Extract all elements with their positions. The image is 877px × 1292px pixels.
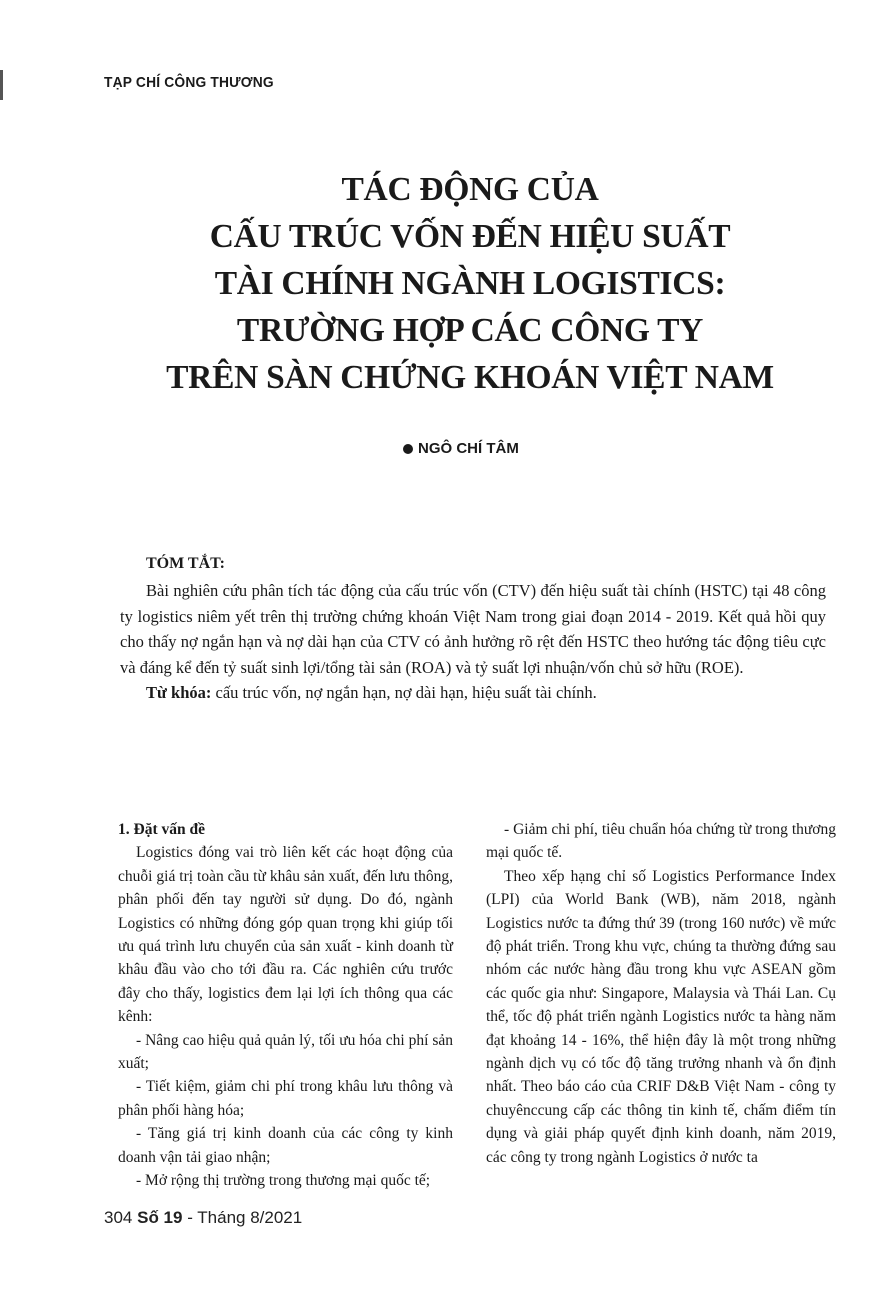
paragraph: - Tăng giá trị kinh doanh của các công ty kinh doanh vận tải giao nhận; (118, 1125, 453, 1166)
keywords (120, 680, 826, 706)
author-line (403, 440, 519, 457)
title-line-3: TÀI CHÍNH NGÀNH LOGISTICS: (214, 265, 726, 302)
title-line-5: TRÊN SÀN CHỨNG KHOÁN VIỆT NAM (166, 359, 774, 396)
abstract (120, 578, 826, 706)
paragraph: - Mở rộng thị trường trong thương mại quốc tế; (136, 1172, 431, 1190)
page-number: 304 (104, 1208, 133, 1227)
paragraph: Theo xếp hạng chỉ số Logistics Performance Index (LPI) của World Bank (WB), năm 2018, ngành Logistics nước ta đứng thứ 39 (trong 160 nước) về mức độ phát triển. Trong khu vực, chúng ta thường đứng sau nhóm các nước hàng đầu trong khu vực ASEAN gồm các quốc gia như: Singapore, Malaysia và Thái Lan. Cụ thể, tốc độ phát triển ngành Logistics nước ta hàng năm đạt khoảng 14 - 16%, thể hiện đây là một trong những ngành dịch vụ có tốc độ tăng trưởng nhanh và ổn định nhất. Theo báo cáo của CRIF D&B Việt Nam - công ty chuyênccung cấp các thông tin kinh tế, chấm điểm tín dụng và giải pháp quyết định kinh doanh, năm 2019, các công ty trong ngành Logistics ở nước ta (486, 867, 836, 1166)
journal-header: TẠP CHÍ CÔNG THƯƠNG (104, 74, 274, 91)
issue-number: Số 19 (137, 1208, 183, 1227)
paragraph: Logistics đóng vai trò liên kết các hoạt động của chuỗi giá trị toàn cầu từ khâu sản xuất, đến lưu thông, phân phối đến tay người sử dụng. Do đó, ngành Logistics có những đóng góp quan trọng khi giúp tối ưu quá trình lưu chuyển của sản xuất - kinh doanh từ khâu đầu vào cho tới đầu ra. Các nghiên cứu trước đây cho thấy, logistics đem lại lợi ích thông qua các kênh: (118, 844, 453, 1026)
page-footer (104, 1208, 302, 1228)
section-heading: 1. Đặt vấn đề (118, 821, 205, 838)
article-title (80, 166, 860, 401)
title-line-4: TRƯỜNG HỢP CÁC CÔNG TY (236, 312, 704, 349)
scan-edge-mark (0, 70, 3, 100)
abstract-body: Bài nghiên cứu phân tích tác động của cấu trúc vốn (CTV) đến hiệu suất tài chính (HSTC) tại 48 công ty logistics niêm yết trên thị trường chứng khoán Việt Nam trong giai đoạn 2014 - 2019. Kết quả hồi quy cho thấy nợ ngắn hạn và nợ dài hạn của CTV có ảnh hưởng rõ rệt đến HSTC theo hướng tác động tiêu cực và đáng kể đến tỷ suất sinh lợi/tổng tài sản (ROA) và tỷ suất lợi nhuận/vốn chủ sở hữu (ROE). (120, 581, 826, 677)
keywords-text: cấu trúc vốn, nợ ngắn hạn, nợ dài hạn, hiệu suất tài chính. (211, 683, 597, 702)
title-line-2: CẤU TRÚC VỐN ĐẾN HIỆU SUẤT (209, 218, 731, 255)
paragraph: - Giảm chi phí, tiêu chuẩn hóa chứng từ trong thương mại quốc tế. (486, 821, 836, 862)
right-column (486, 818, 836, 1169)
author-name: NGÔ CHÍ TÂM (418, 440, 519, 457)
abstract-heading: TÓM TẮT: (146, 555, 225, 572)
paragraph: - Tiết kiệm, giảm chi phí trong khâu lưu thông và phân phối hàng hóa; (118, 1078, 453, 1119)
bullet-icon (403, 444, 413, 454)
left-column (118, 818, 453, 1193)
keywords-label: Từ khóa: (146, 683, 212, 702)
title-line-1: TÁC ĐỘNG CỦA (341, 171, 599, 208)
paragraph: - Nâng cao hiệu quả quản lý, tối ưu hóa chi phí sản xuất; (118, 1031, 453, 1073)
issue-date: - Tháng 8/2021 (182, 1208, 303, 1227)
